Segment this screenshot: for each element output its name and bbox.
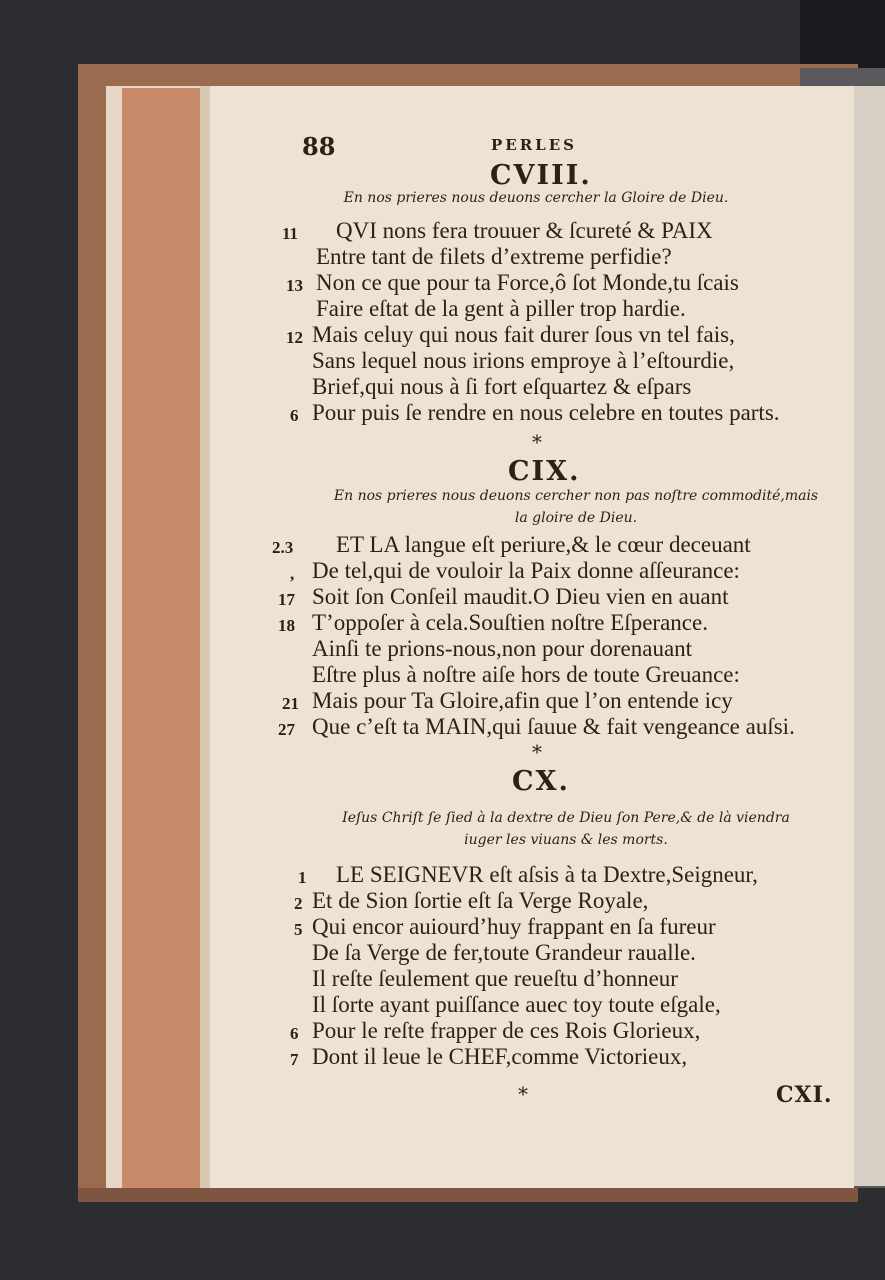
verse-line: Mais pour Ta Gloire,afin que l’on entende icy xyxy=(312,688,733,713)
verse-line: De ſa Verge de fer,toute Grandeur raualle. xyxy=(312,940,696,965)
verse-line: LE SEIGNEVR eſt aſsis à ta Dextre,Seigneur, xyxy=(336,862,758,887)
verse-line: Dont il leue le CHEF,comme Victorieux, xyxy=(312,1044,688,1069)
verse-line: Que c’eſt ta MAIN,qui ſauue & fait vengeance auſsi. xyxy=(312,714,795,739)
margin-ref: 1 xyxy=(298,868,307,887)
margin-ref: , xyxy=(290,564,295,583)
margin-ref: 13 xyxy=(286,276,303,295)
verse-line: Et de Sion ſortie eſt ſa Verge Royale, xyxy=(312,888,649,913)
verse-line: Entre tant de filets d’extreme perfidie? xyxy=(316,244,672,269)
verse-line: Ainſi te prions-nous,non pour dorenauant xyxy=(312,636,693,661)
section-subtitle: En nos prieres nous deuons cercher non pas noſtre commodité,mais xyxy=(333,488,819,504)
verse-line: Brief,qui nous à ſi fort eſquartez & eſpars xyxy=(312,374,692,399)
ornament: * xyxy=(532,430,542,454)
margin-ref: 12 xyxy=(286,328,303,347)
margin-ref: 6 xyxy=(290,1024,299,1043)
margin-ref: 6 xyxy=(290,406,299,425)
ornament: * xyxy=(518,1082,528,1106)
verse-line: QVI nons fera trouuer & ſcureté & PAIX xyxy=(336,218,713,243)
verse-line: Mais celuy qui nous fait durer ſous vn tel fais, xyxy=(312,322,735,347)
margin-ref: 21 xyxy=(282,694,299,713)
book-page xyxy=(206,92,851,1188)
margin-ref: 17 xyxy=(278,590,295,609)
verse-line: T’oppoſer à cela.Souſtien noſtre Eſperance. xyxy=(312,610,708,635)
section-subtitle: la gloire de Dieu. xyxy=(514,510,638,526)
section-numeral: CVIII. xyxy=(490,160,592,191)
verse-line: Pour le reſte frapper de ces Rois Glorieux, xyxy=(312,1018,701,1043)
margin-ref: 2 xyxy=(294,894,303,913)
running-head: PERLES xyxy=(491,136,577,154)
verse-line: Faire eſtat de la gent à piller trop hardie. xyxy=(316,296,686,321)
margin-ref: 7 xyxy=(290,1050,299,1069)
ornament: * xyxy=(532,740,542,764)
verse-line: Pour puis ſe rendre en nous celebre en toutes parts. xyxy=(312,400,780,425)
book-bottom-edge xyxy=(78,1188,858,1202)
facing-page-strip xyxy=(852,86,885,1186)
section-numeral: CX. xyxy=(512,766,570,797)
verse-line: Il ſorte ayant puiſſance auec toy toute eſgale, xyxy=(312,992,721,1017)
verse-line: Eſtre plus à noſtre aiſe hors de toute Greuance: xyxy=(312,662,740,687)
section-numeral: CIX. xyxy=(508,456,581,487)
section-subtitle: Ieſus Chriſt ſe ſied à la dextre de Dieu ſon Pere,& de là viendra xyxy=(342,810,790,826)
page-number: 88 xyxy=(302,132,336,161)
margin-ref: 5 xyxy=(294,920,303,939)
verse-line: Non ce que pour ta Force,ô ſot Monde,tu ſcais xyxy=(316,270,739,295)
margin-ref: 11 xyxy=(282,224,299,243)
margin-ref: 2.3 xyxy=(272,538,294,557)
verse-line: Soit ſon Conſeil maudit.O Dieu vien en auant xyxy=(312,584,729,609)
margin-ref: 27 xyxy=(278,720,295,739)
section-subtitle: iuger les viuans & les morts. xyxy=(464,832,668,848)
margin-ref: 18 xyxy=(278,616,295,635)
verse-line: Sans lequel nous irions emproye à l’eſtourdie, xyxy=(312,348,735,373)
section-subtitle: En nos prieres nous deuons cercher la Gloire de Dieu. xyxy=(343,190,729,206)
verse-line: Qui encor auiourd’huy frappant en ſa fureur xyxy=(312,914,716,939)
verse-line: De tel,qui de vouloir la Paix donne aſſeurance: xyxy=(312,558,740,583)
verse-line: Il reſte ſeulement que reueſtu d’honneur xyxy=(312,966,678,991)
shadow-corner xyxy=(800,0,885,70)
verse-line: ET LA langue eſt periure,& le cœur deceuant xyxy=(336,532,751,557)
catchword: CXI. xyxy=(776,1082,833,1108)
page-fore-edge xyxy=(122,88,202,1188)
